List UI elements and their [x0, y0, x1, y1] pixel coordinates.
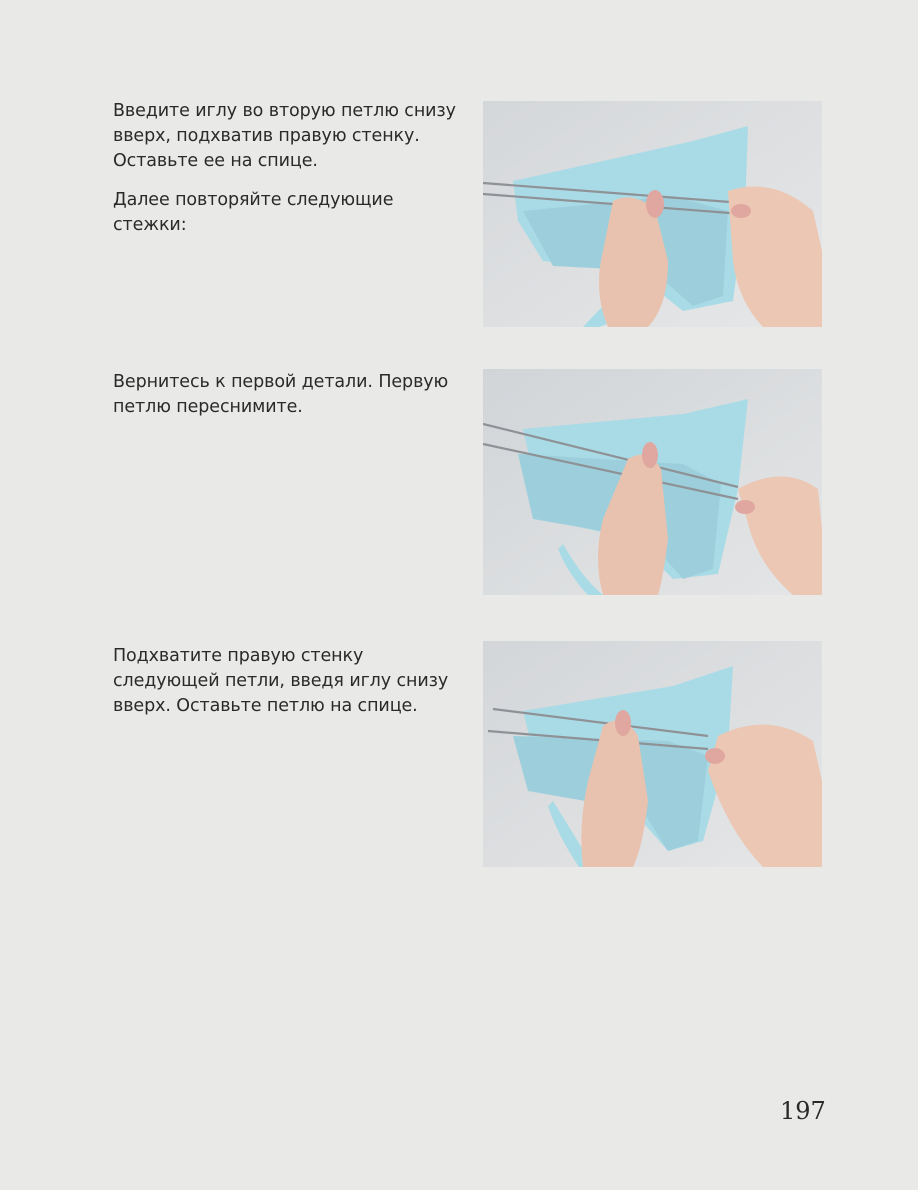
knitting-photo-1 — [483, 101, 822, 327]
step-2-photo — [483, 369, 822, 595]
step-3-photo — [483, 641, 822, 867]
step-1-paragraph-2: Далее повторяйте следующие стежки: — [113, 190, 394, 235]
step-1-photo — [483, 101, 822, 327]
step-3-paragraph-1: Подхватите правую стенку следующей петли, введя иглу снизу вверх. Оставьте петлю на спице. — [113, 646, 449, 716]
step-1-paragraph-1: Введите иглу во вторую петлю снизу вверх, подхватив правую стенку. Оставьте ее на спице. — [113, 101, 456, 171]
step-3-instructions — [113, 644, 458, 733]
knitting-photo-3 — [483, 641, 822, 867]
knitting-photo-2 — [483, 369, 822, 595]
step-1-instructions — [113, 99, 458, 252]
step-2-paragraph-1: Вернитесь к первой детали. Первую петлю переснимите. — [113, 372, 449, 417]
step-2-instructions — [113, 370, 458, 434]
page-number: 197 — [780, 1097, 826, 1125]
